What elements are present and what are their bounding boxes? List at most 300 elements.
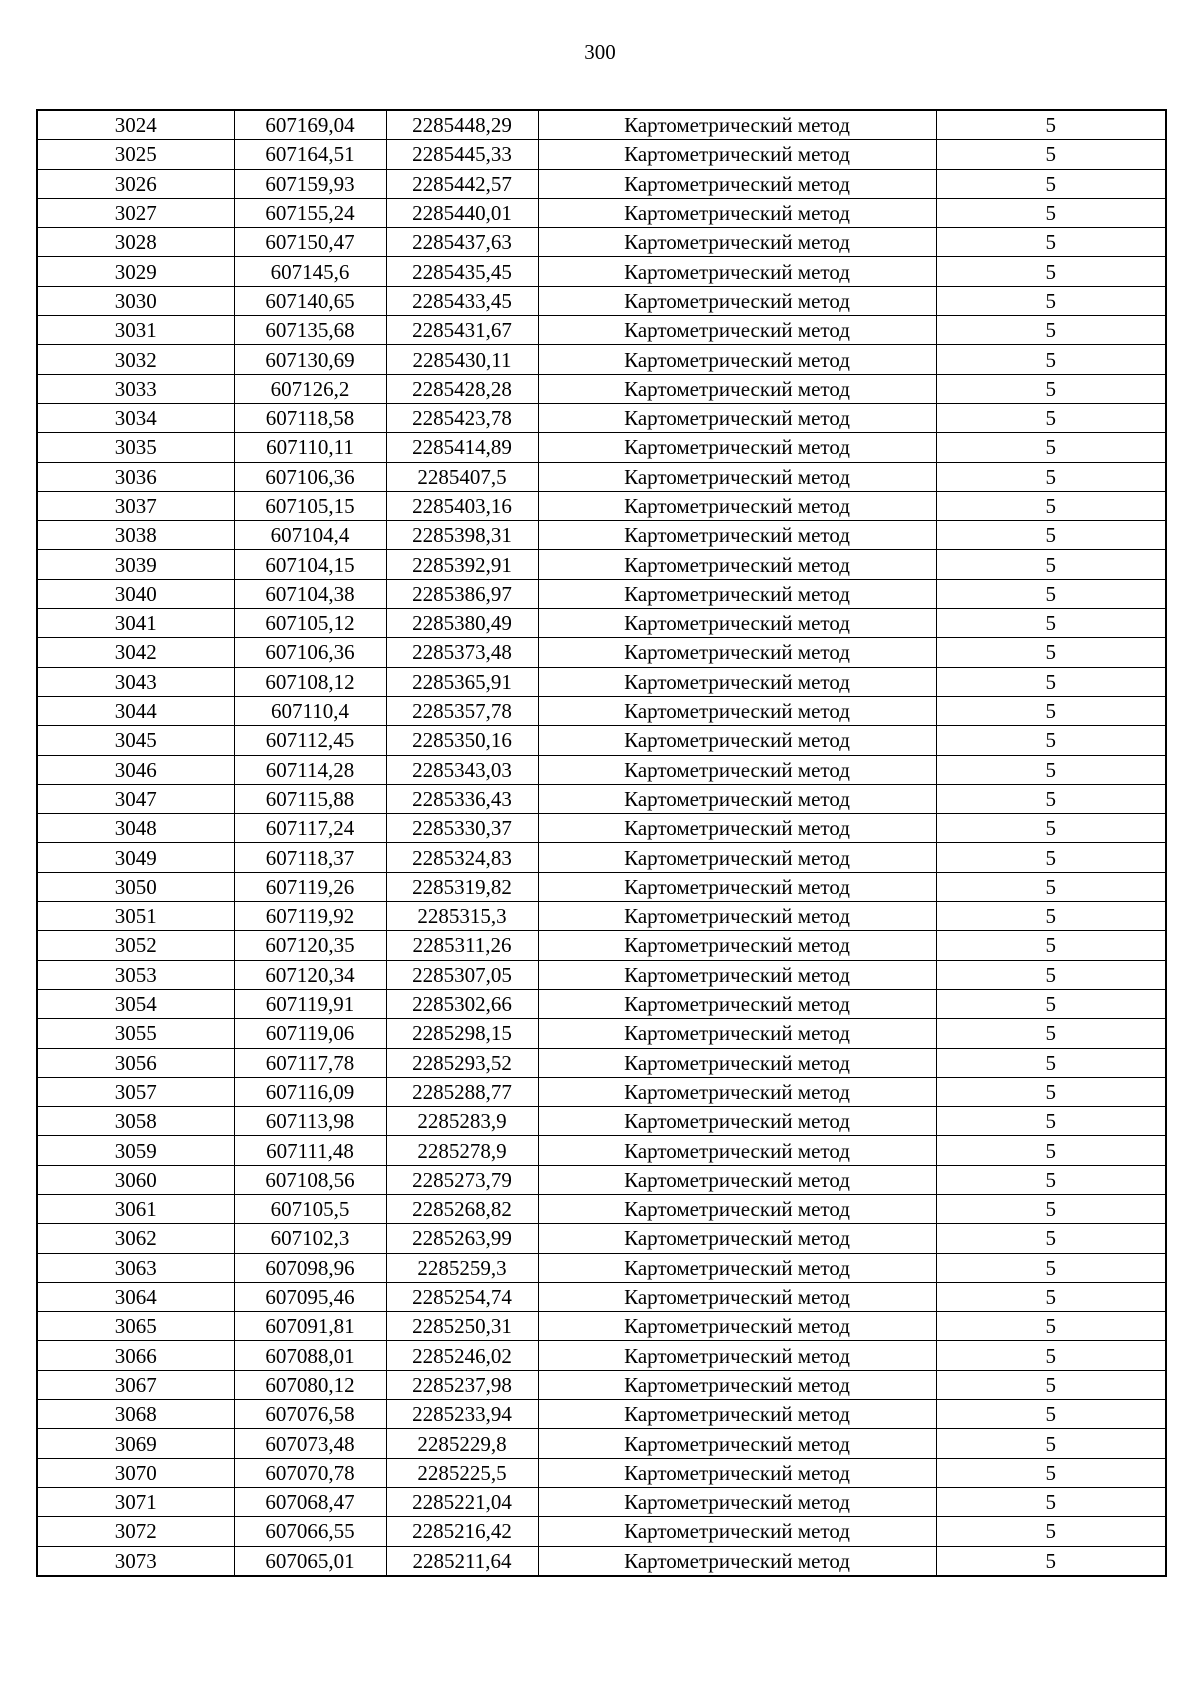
y-coordinate-cell: 2285445,33 [386,140,538,169]
method-cell: Картометрический метод [538,374,936,403]
y-coordinate-cell: 2285225,5 [386,1458,538,1487]
x-coordinate-cell: 607118,58 [234,403,386,432]
table-row [37,1458,1166,1487]
point-number-cell: 3047 [37,784,234,813]
point-number-cell: 3072 [37,1517,234,1546]
page-number: 300 [584,40,616,64]
point-number-cell: 3067 [37,1370,234,1399]
accuracy-cell: 5 [936,638,1166,667]
y-coordinate-cell: 2285315,3 [386,902,538,931]
table-row [37,462,1166,491]
point-number-cell: 3049 [37,843,234,872]
table-row [37,1048,1166,1077]
method-cell: Картометрический метод [538,1194,936,1223]
x-coordinate-cell: 607065,01 [234,1546,386,1576]
y-coordinate-cell: 2285392,91 [386,550,538,579]
y-coordinate-cell: 2285398,31 [386,521,538,550]
point-number-cell: 3035 [37,433,234,462]
table-row [37,140,1166,169]
table-row [37,1546,1166,1576]
table-row [37,491,1166,520]
point-number-cell: 3062 [37,1224,234,1253]
y-coordinate-cell: 2285435,45 [386,257,538,286]
accuracy-cell: 5 [936,1341,1166,1370]
x-coordinate-cell: 607120,35 [234,931,386,960]
method-cell: Картометрический метод [538,931,936,960]
y-coordinate-cell: 2285324,83 [386,843,538,872]
method-cell: Картометрический метод [538,462,936,491]
table-row [37,1194,1166,1223]
table-row [37,814,1166,843]
y-coordinate-cell: 2285330,37 [386,814,538,843]
point-number-cell: 3046 [37,755,234,784]
x-coordinate-cell: 607110,4 [234,696,386,725]
table-row [37,403,1166,432]
point-number-cell: 3042 [37,638,234,667]
method-cell: Картометрический метод [538,491,936,520]
point-number-cell: 3056 [37,1048,234,1077]
x-coordinate-cell: 607112,45 [234,726,386,755]
y-coordinate-cell: 2285430,11 [386,345,538,374]
accuracy-cell: 5 [936,403,1166,432]
point-number-cell: 3044 [37,696,234,725]
accuracy-cell: 5 [936,374,1166,403]
y-coordinate-cell: 2285283,9 [386,1107,538,1136]
point-number-cell: 3024 [37,110,234,140]
x-coordinate-cell: 607164,51 [234,140,386,169]
point-number-cell: 3048 [37,814,234,843]
method-cell: Картометрический метод [538,169,936,198]
y-coordinate-cell: 2285373,48 [386,638,538,667]
y-coordinate-cell: 2285259,3 [386,1253,538,1282]
table-row [37,374,1166,403]
table-row [37,1077,1166,1106]
point-number-cell: 3064 [37,1282,234,1311]
method-cell: Картометрический метод [538,110,936,140]
table-row [37,433,1166,462]
method-cell: Картометрический метод [538,843,936,872]
method-cell: Картометрический метод [538,1224,936,1253]
point-number-cell: 3053 [37,960,234,989]
point-number-cell: 3039 [37,550,234,579]
y-coordinate-cell: 2285423,78 [386,403,538,432]
x-coordinate-cell: 607159,93 [234,169,386,198]
y-coordinate-cell: 2285343,03 [386,755,538,784]
point-number-cell: 3034 [37,403,234,432]
point-number-cell: 3025 [37,140,234,169]
point-number-cell: 3030 [37,286,234,315]
x-coordinate-cell: 607105,5 [234,1194,386,1223]
accuracy-cell: 5 [936,609,1166,638]
accuracy-cell: 5 [936,1136,1166,1165]
accuracy-cell: 5 [936,1165,1166,1194]
accuracy-cell: 5 [936,345,1166,374]
y-coordinate-cell: 2285440,01 [386,198,538,227]
accuracy-cell: 5 [936,1429,1166,1458]
point-number-cell: 3073 [37,1546,234,1576]
x-coordinate-cell: 607110,11 [234,433,386,462]
coordinates-table [36,109,1167,1577]
table-row [37,1224,1166,1253]
x-coordinate-cell: 607130,69 [234,345,386,374]
x-coordinate-cell: 607095,46 [234,1282,386,1311]
y-coordinate-cell: 2285268,82 [386,1194,538,1223]
x-coordinate-cell: 607104,38 [234,579,386,608]
method-cell: Картометрический метод [538,1546,936,1576]
accuracy-cell: 5 [936,843,1166,872]
x-coordinate-cell: 607102,3 [234,1224,386,1253]
x-coordinate-cell: 607119,91 [234,989,386,1018]
method-cell: Картометрический метод [538,989,936,1018]
method-cell: Картометрический метод [538,433,936,462]
table-row [37,1429,1166,1458]
table-row [37,638,1166,667]
accuracy-cell: 5 [936,960,1166,989]
table-row [37,521,1166,550]
x-coordinate-cell: 607145,6 [234,257,386,286]
accuracy-cell: 5 [936,521,1166,550]
accuracy-cell: 5 [936,286,1166,315]
point-number-cell: 3059 [37,1136,234,1165]
point-number-cell: 3061 [37,1194,234,1223]
y-coordinate-cell: 2285407,5 [386,462,538,491]
y-coordinate-cell: 2285263,99 [386,1224,538,1253]
x-coordinate-cell: 607088,01 [234,1341,386,1370]
point-number-cell: 3060 [37,1165,234,1194]
point-number-cell: 3038 [37,521,234,550]
table-row [37,960,1166,989]
accuracy-cell: 5 [936,550,1166,579]
method-cell: Картометрический метод [538,1517,936,1546]
x-coordinate-cell: 607117,24 [234,814,386,843]
y-coordinate-cell: 2285357,78 [386,696,538,725]
method-cell: Картометрический метод [538,696,936,725]
point-number-cell: 3027 [37,198,234,227]
x-coordinate-cell: 607114,28 [234,755,386,784]
table-row [37,755,1166,784]
point-number-cell: 3063 [37,1253,234,1282]
accuracy-cell: 5 [936,1077,1166,1106]
method-cell: Картометрический метод [538,1165,936,1194]
y-coordinate-cell: 2285319,82 [386,872,538,901]
table-row [37,345,1166,374]
y-coordinate-cell: 2285431,67 [386,316,538,345]
table-row [37,316,1166,345]
accuracy-cell: 5 [936,579,1166,608]
x-coordinate-cell: 607113,98 [234,1107,386,1136]
point-number-cell: 3054 [37,989,234,1018]
method-cell: Картометрический метод [538,228,936,257]
table-row [37,110,1166,140]
x-coordinate-cell: 607108,12 [234,667,386,696]
table-row [37,843,1166,872]
x-coordinate-cell: 607098,96 [234,1253,386,1282]
accuracy-cell: 5 [936,1282,1166,1311]
x-coordinate-cell: 607091,81 [234,1312,386,1341]
point-number-cell: 3057 [37,1077,234,1106]
accuracy-cell: 5 [936,1312,1166,1341]
y-coordinate-cell: 2285437,63 [386,228,538,257]
table-row [37,1107,1166,1136]
x-coordinate-cell: 607117,78 [234,1048,386,1077]
x-coordinate-cell: 607073,48 [234,1429,386,1458]
method-cell: Картометрический метод [538,1487,936,1516]
method-cell: Картометрический метод [538,1136,936,1165]
table-row [37,1400,1166,1429]
table-row [37,1019,1166,1048]
point-number-cell: 3050 [37,872,234,901]
x-coordinate-cell: 607169,04 [234,110,386,140]
table-row [37,550,1166,579]
point-number-cell: 3068 [37,1400,234,1429]
accuracy-cell: 5 [936,198,1166,227]
y-coordinate-cell: 2285221,04 [386,1487,538,1516]
accuracy-cell: 5 [936,316,1166,345]
accuracy-cell: 5 [936,755,1166,784]
y-coordinate-cell: 2285386,97 [386,579,538,608]
table-row [37,1312,1166,1341]
method-cell: Картометрический метод [538,726,936,755]
point-number-cell: 3071 [37,1487,234,1516]
point-number-cell: 3051 [37,902,234,931]
accuracy-cell: 5 [936,1458,1166,1487]
y-coordinate-cell: 2285273,79 [386,1165,538,1194]
accuracy-cell: 5 [936,169,1166,198]
method-cell: Картометрический метод [538,609,936,638]
x-coordinate-cell: 607104,4 [234,521,386,550]
point-number-cell: 3043 [37,667,234,696]
table-row [37,198,1166,227]
method-cell: Картометрический метод [538,198,936,227]
point-number-cell: 3028 [37,228,234,257]
x-coordinate-cell: 607104,15 [234,550,386,579]
method-cell: Картометрический метод [538,1341,936,1370]
method-cell: Картометрический метод [538,638,936,667]
y-coordinate-cell: 2285311,26 [386,931,538,960]
accuracy-cell: 5 [936,784,1166,813]
method-cell: Картометрический метод [538,316,936,345]
x-coordinate-cell: 607108,56 [234,1165,386,1194]
coordinates-table-body [37,110,1166,1576]
table-row [37,1253,1166,1282]
y-coordinate-cell: 2285250,31 [386,1312,538,1341]
y-coordinate-cell: 2285298,15 [386,1019,538,1048]
method-cell: Картометрический метод [538,257,936,286]
method-cell: Картометрический метод [538,286,936,315]
y-coordinate-cell: 2285293,52 [386,1048,538,1077]
table-row [37,1370,1166,1399]
table-row [37,609,1166,638]
y-coordinate-cell: 2285307,05 [386,960,538,989]
table-row [37,169,1166,198]
x-coordinate-cell: 607066,55 [234,1517,386,1546]
method-cell: Картометрический метод [538,814,936,843]
x-coordinate-cell: 607135,68 [234,316,386,345]
y-coordinate-cell: 2285278,9 [386,1136,538,1165]
x-coordinate-cell: 607068,47 [234,1487,386,1516]
accuracy-cell: 5 [936,1107,1166,1136]
y-coordinate-cell: 2285233,94 [386,1400,538,1429]
x-coordinate-cell: 607106,36 [234,462,386,491]
point-number-cell: 3041 [37,609,234,638]
method-cell: Картометрический метод [538,550,936,579]
x-coordinate-cell: 607076,58 [234,1400,386,1429]
y-coordinate-cell: 2285229,8 [386,1429,538,1458]
x-coordinate-cell: 607118,37 [234,843,386,872]
y-coordinate-cell: 2285288,77 [386,1077,538,1106]
y-coordinate-cell: 2285433,45 [386,286,538,315]
accuracy-cell: 5 [936,1194,1166,1223]
y-coordinate-cell: 2285336,43 [386,784,538,813]
point-number-cell: 3066 [37,1341,234,1370]
point-number-cell: 3058 [37,1107,234,1136]
accuracy-cell: 5 [936,1224,1166,1253]
x-coordinate-cell: 607119,92 [234,902,386,931]
table-row [37,257,1166,286]
accuracy-cell: 5 [936,1019,1166,1048]
point-number-cell: 3033 [37,374,234,403]
accuracy-cell: 5 [936,491,1166,520]
method-cell: Картометрический метод [538,784,936,813]
accuracy-cell: 5 [936,1048,1166,1077]
table-row [37,726,1166,755]
accuracy-cell: 5 [936,931,1166,960]
method-cell: Картометрический метод [538,1253,936,1282]
accuracy-cell: 5 [936,696,1166,725]
table-row [37,286,1166,315]
point-number-cell: 3069 [37,1429,234,1458]
method-cell: Картометрический метод [538,403,936,432]
point-number-cell: 3065 [37,1312,234,1341]
table-row [37,1487,1166,1516]
table-row [37,1341,1166,1370]
point-number-cell: 3032 [37,345,234,374]
accuracy-cell: 5 [936,462,1166,491]
method-cell: Картометрический метод [538,667,936,696]
y-coordinate-cell: 2285428,28 [386,374,538,403]
y-coordinate-cell: 2285403,16 [386,491,538,520]
y-coordinate-cell: 2285365,91 [386,667,538,696]
table-row [37,872,1166,901]
table-row [37,1136,1166,1165]
method-cell: Картометрический метод [538,1429,936,1458]
accuracy-cell: 5 [936,1400,1166,1429]
x-coordinate-cell: 607116,09 [234,1077,386,1106]
accuracy-cell: 5 [936,902,1166,931]
table-row [37,1517,1166,1546]
accuracy-cell: 5 [936,1546,1166,1576]
method-cell: Картометрический метод [538,1370,936,1399]
x-coordinate-cell: 607111,48 [234,1136,386,1165]
y-coordinate-cell: 2285448,29 [386,110,538,140]
table-row [37,784,1166,813]
method-cell: Картометрический метод [538,345,936,374]
point-number-cell: 3031 [37,316,234,345]
method-cell: Картометрический метод [538,1282,936,1311]
x-coordinate-cell: 607105,12 [234,609,386,638]
point-number-cell: 3036 [37,462,234,491]
y-coordinate-cell: 2285254,74 [386,1282,538,1311]
x-coordinate-cell: 607106,36 [234,638,386,667]
point-number-cell: 3045 [37,726,234,755]
method-cell: Картометрический метод [538,872,936,901]
accuracy-cell: 5 [936,140,1166,169]
table-row [37,989,1166,1018]
accuracy-cell: 5 [936,1517,1166,1546]
table-row [37,667,1166,696]
y-coordinate-cell: 2285350,16 [386,726,538,755]
method-cell: Картометрический метод [538,1458,936,1487]
method-cell: Картометрический метод [538,902,936,931]
accuracy-cell: 5 [936,257,1166,286]
table-row [37,696,1166,725]
method-cell: Картометрический метод [538,1400,936,1429]
y-coordinate-cell: 2285246,02 [386,1341,538,1370]
x-coordinate-cell: 607119,06 [234,1019,386,1048]
method-cell: Картометрический метод [538,140,936,169]
accuracy-cell: 5 [936,110,1166,140]
accuracy-cell: 5 [936,228,1166,257]
x-coordinate-cell: 607070,78 [234,1458,386,1487]
table-row [37,1282,1166,1311]
method-cell: Картометрический метод [538,1107,936,1136]
accuracy-cell: 5 [936,1487,1166,1516]
accuracy-cell: 5 [936,989,1166,1018]
method-cell: Картометрический метод [538,1019,936,1048]
x-coordinate-cell: 607155,24 [234,198,386,227]
method-cell: Картометрический метод [538,521,936,550]
table-row [37,1165,1166,1194]
y-coordinate-cell: 2285237,98 [386,1370,538,1399]
x-coordinate-cell: 607119,26 [234,872,386,901]
point-number-cell: 3029 [37,257,234,286]
accuracy-cell: 5 [936,814,1166,843]
method-cell: Картометрический метод [538,1077,936,1106]
x-coordinate-cell: 607080,12 [234,1370,386,1399]
accuracy-cell: 5 [936,872,1166,901]
method-cell: Картометрический метод [538,755,936,784]
method-cell: Картометрический метод [538,579,936,608]
point-number-cell: 3055 [37,1019,234,1048]
table-row [37,579,1166,608]
method-cell: Картометрический метод [538,1048,936,1077]
method-cell: Картометрический метод [538,960,936,989]
accuracy-cell: 5 [936,726,1166,755]
accuracy-cell: 5 [936,433,1166,462]
point-number-cell: 3037 [37,491,234,520]
point-number-cell: 3070 [37,1458,234,1487]
x-coordinate-cell: 607120,34 [234,960,386,989]
table-row [37,931,1166,960]
accuracy-cell: 5 [936,1370,1166,1399]
table-row [37,228,1166,257]
x-coordinate-cell: 607140,65 [234,286,386,315]
y-coordinate-cell: 2285442,57 [386,169,538,198]
accuracy-cell: 5 [936,1253,1166,1282]
x-coordinate-cell: 607126,2 [234,374,386,403]
table-row [37,902,1166,931]
x-coordinate-cell: 607150,47 [234,228,386,257]
y-coordinate-cell: 2285302,66 [386,989,538,1018]
accuracy-cell: 5 [936,667,1166,696]
x-coordinate-cell: 607105,15 [234,491,386,520]
y-coordinate-cell: 2285380,49 [386,609,538,638]
x-coordinate-cell: 607115,88 [234,784,386,813]
point-number-cell: 3040 [37,579,234,608]
y-coordinate-cell: 2285211,64 [386,1546,538,1576]
y-coordinate-cell: 2285216,42 [386,1517,538,1546]
point-number-cell: 3026 [37,169,234,198]
